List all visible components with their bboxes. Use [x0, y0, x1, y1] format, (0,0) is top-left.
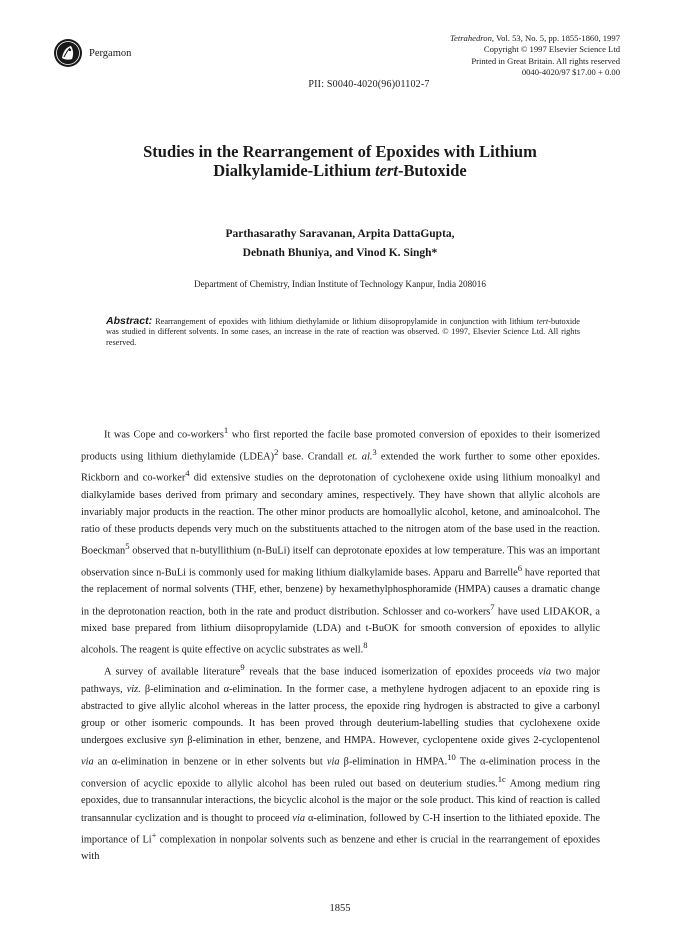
publisher-name: Pergamon [89, 47, 132, 59]
text: have used LIDAKOR, a mixed base prepared from lithium diisopropylamide (LDA) and t-BuOK for smooth conversion of epoxides to allylic alcohols. The reagent is quite effective on acyclic substrates as well. [81, 606, 600, 656]
reference-superscript: 1c [497, 773, 506, 784]
reference-superscript: 8 [363, 640, 368, 651]
pergamon-logo-icon [53, 38, 83, 68]
text: complexation in nonpolar solvents such as benzene and ether is crucial in the rearrangement of epoxides with [81, 834, 600, 863]
citation-block [450, 33, 620, 78]
text: Among medium ring epoxides, due to transannular interactions, the bicyclic alcohol is the major or the sole product. This kind of reaction is called transannular cyclization and is thought to proceed [81, 778, 601, 824]
italic-text: via [81, 756, 94, 768]
reference-superscript: 9 [240, 661, 245, 672]
journal-name: Tetrahedron, [450, 33, 495, 43]
paragraph-2 [81, 659, 600, 865]
abstract [106, 316, 580, 348]
italic-text: et. al. [347, 451, 373, 463]
paragraph-1 [81, 422, 600, 659]
pii-text: PII: S0040-4020(96)01102-7 [308, 79, 430, 90]
reference-superscript: 4 [185, 468, 190, 479]
italic-text: viz. [126, 683, 141, 695]
pii-line [0, 79, 680, 90]
author-list [0, 225, 680, 263]
title-line-1: Studies in the Rearrangement of Epoxides with Lithium [143, 142, 537, 161]
italic-text: syn [169, 735, 184, 746]
text: an α-elimination in benzene or in ether solvents but [93, 756, 327, 768]
title-line-2 [0, 161, 680, 180]
title-text: -Butoxide [397, 161, 467, 180]
title-text: Dialkylamide-Lithium [213, 161, 376, 180]
abstract-italic: tert [536, 317, 549, 326]
authors-line-2: Debnath Bhuniya, and Vinod K. Singh* [242, 247, 438, 259]
reference-superscript: 6 [517, 562, 523, 573]
text: β-elimination and α-elimination. In the former case, a methylene hydrogen adjacent to an epoxide ring is abstracted to give allylic alcohol whereas in the latter process, the epoxide ring hydrogen is abstracted to give a carbonyl group or other isomeric compounds. It has been proved through deuterium-labelling studies that cyclohexene oxide undergoes exclusive [81, 683, 600, 746]
text: β-elimination in ether, benzene, and HMPA. However, cyclopentene oxide gives 2-cyclopentenol [183, 735, 600, 746]
text: It was Cope and co-workers [104, 429, 224, 441]
abstract-text: -butoxide was studied in different solvents. In some cases, an increase in the rate of reaction was observed. © 1997, Elsevier Science Ltd. All rights reserved. [106, 317, 580, 347]
abstract-text: Rearrangement of epoxides with lithium diethylamide or lithium diisopropylamide in conjunction with lithium [152, 317, 537, 326]
reference-superscript: 7 [490, 601, 495, 612]
reference-superscript: 3 [372, 446, 377, 457]
title-italic: tert [375, 161, 398, 180]
citation-line-1 [450, 33, 620, 44]
body-text [81, 422, 600, 865]
citation-line-4: 0040-4020/97 $17.00 + 0.00 [521, 66, 620, 77]
text: extended the work further to some other epoxides. Rickborn and co-worker [81, 451, 601, 484]
text: β-elimination in HMPA. [339, 756, 448, 768]
paper-title [0, 142, 680, 180]
text: α-elimination, followed by C-H insertion to the lithiated epoxide. The importance of Li [81, 812, 600, 846]
italic-text: via [326, 756, 340, 768]
text: base. Crandall [278, 451, 348, 463]
citation-line-3: Printed in Great Britain. All rights reserved [471, 55, 620, 66]
italic-text: via [292, 812, 306, 824]
reference-superscript: 2 [274, 446, 279, 457]
reference-superscript: 1 [223, 425, 229, 435]
citation-volume: Vol. 53, No. 5, pp. 1855-1860, 1997 [494, 33, 620, 43]
text: did extensive studies on the deprotonation of cyclohexene oxide using lithium monoalkyl and dialkylamide bases derived from primary and secondary amines, respectively. They have shown that allylic alcohols are invariably major products in the reaction. The other minor products are homoallylic alcohol, ketone, and aminoalcohol. The ratio of these products depends very much on the substituents attached to the nitrogen atom of the base used in the reaction. Boeckman [81, 472, 601, 557]
authors-line-1: Parthasarathy Saravanan, Arpita DattaGupta, [225, 228, 455, 240]
charge-superscript: + [151, 829, 157, 840]
abstract-label: Abstract: [106, 315, 153, 327]
reference-superscript: 5 [125, 541, 130, 552]
citation-line-2: Copyright © 1997 Elsevier Science Ltd [483, 44, 620, 55]
affiliation: Department of Chemistry, Indian Institute of Technology Kanpur, India 208016 [194, 279, 486, 289]
text: who first reported the facile base promoted conversion of epoxides to their isomerized products using lithium diethylamide (LDEA) [81, 429, 600, 463]
text: observed that n-butyllithium (n-BuLi) itself can deprotonate epoxides at low temperature. This was an important observation since n-BuLi is commonly used for making lithium dialkylamide bases. Apparu and Barrelle [81, 545, 600, 579]
publisher-block [53, 38, 131, 68]
text: reveals that the base induced isomerization of epoxides proceeds [244, 666, 539, 678]
text: two major pathways, [81, 666, 600, 695]
reference-superscript: 10 [447, 752, 456, 763]
text: A survey of available literature [104, 666, 241, 678]
italic-text: via [538, 666, 551, 678]
text: The α-elimination process in the conversion of acyclic epoxide to allylic alcohol has been ruled out based on deuterium studies. [81, 756, 600, 790]
text: have reported that the replacement of normal solvents (THF, ether, benzene) by hexamethylphosphoramide (HMPA) causes a dramatic change in the deprotonation reaction, both in the rate and product distribution. Schlosser and co-workers [81, 567, 600, 618]
page-number: 1855 [329, 903, 351, 914]
